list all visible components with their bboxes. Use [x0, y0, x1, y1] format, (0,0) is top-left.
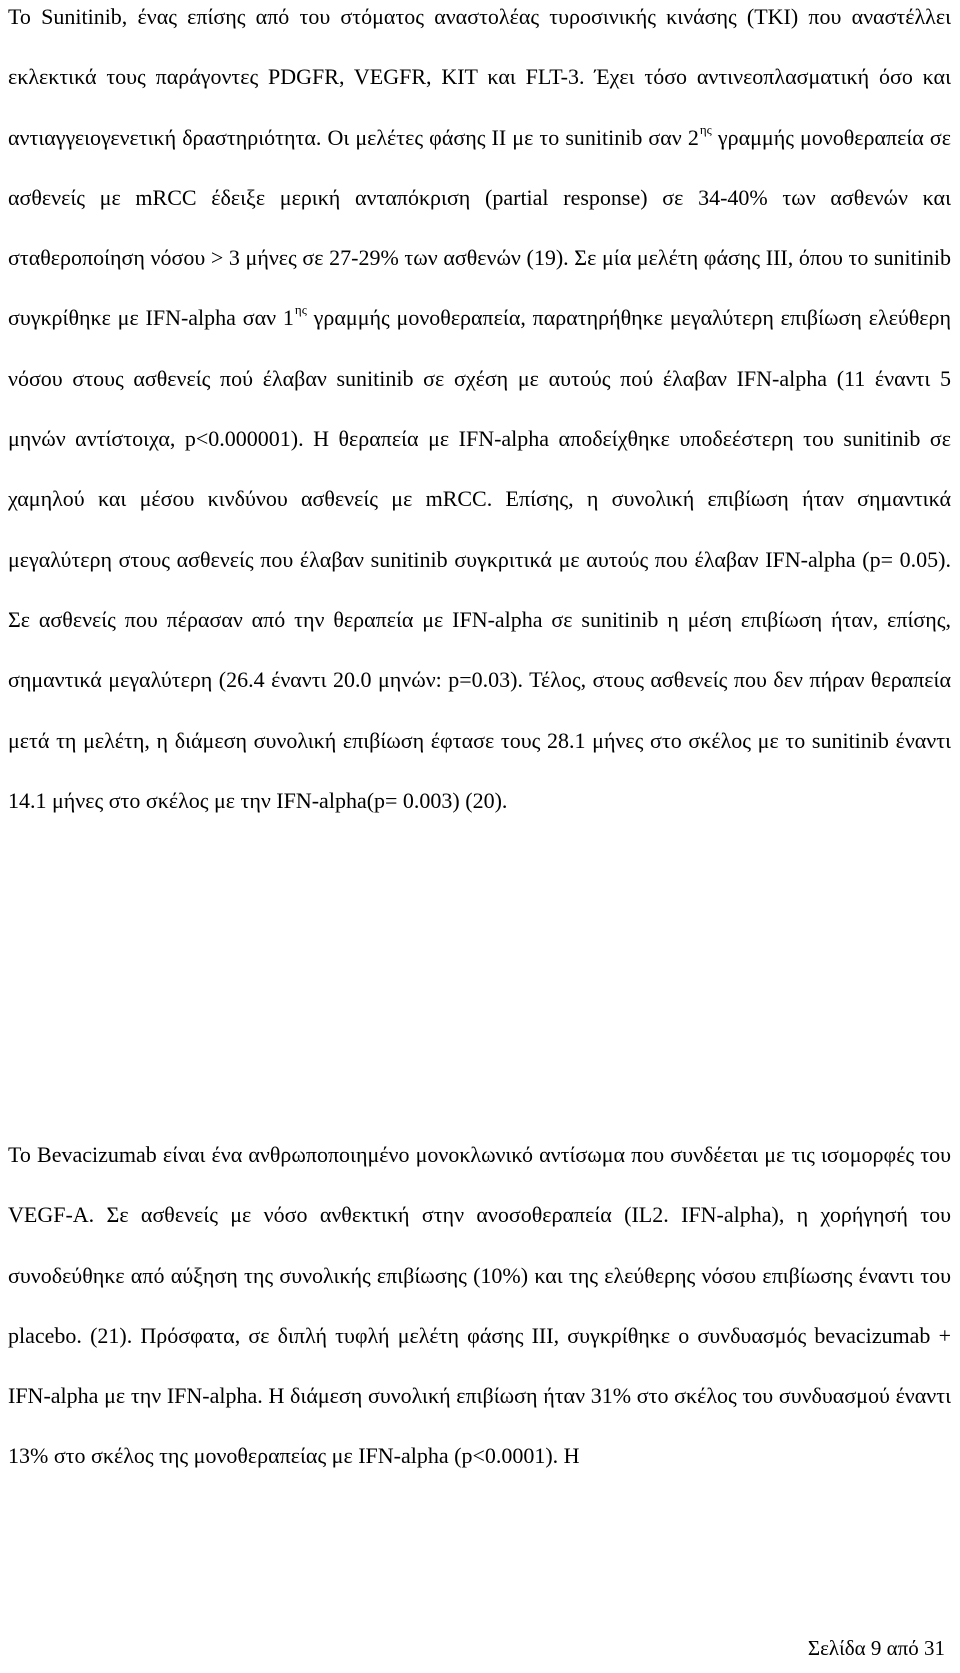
page-number-footer: Σελίδα 9 από 31 [807, 1636, 945, 1660]
paragraph-text: γραμμής μονοθεραπεία, παρατηρήθηκε μεγαλύτερη επιβίωση ελεύθερη νόσου στους ασθενείς πού έλαβαν sunitinib σε σχέση με αυτούς πού έλαβαν IFN-alpha (11 έναντι 5 μηνών αντίστοιχα, p<0.000001). Η θεραπεία με IFN-alpha αποδείχθηκε υποδεέστερη του sunitinib σε χαμηλού και μέσου κινδύνου ασθενείς με mRCC. Επίσης, η συνολική επιβίωση ήταν σημαντικά μεγαλύτερη στους ασθενείς που έλαβαν sunitinib συγκριτικά με αυτούς που έλαβαν IFN-alpha (p= 0.05). Σε ασθενείς που πέρασαν από την θεραπεία με IFN-alpha σε sunitinib η μέση επιβίωση ήταν, επίσης, σημαντικά μεγαλύτερη (26.4 έναντι 20.0 μηνών: p=0.03). Τέλος, στους ασθενείς που δεν πήραν θεραπεία μετά τη μελέτη, η διάμεση συνολική επιβίωση έφτασε τους 28.1 μήνες στο σκέλος με το sunitinib έναντι 14.1 μήνες στο σκέλος με την IFN-alpha(p= 0.003) (20). [8, 305, 951, 813]
paragraph-text: Το Sunitinib, ένας επίσης από του στόματος αναστολέας τυροσινικής κινάσης (TKI) που αναστέλλει εκλεκτικά τους παράγοντες PDGFR, VEGFR, KIT και FLT-3. Έχει τόσο αντινεοπλασματική όσο και αντιαγγειογενετική δραστηριότητα. Οι μελέτες φάσης ΙΙ με το sunitinib σαν 2 [8, 4, 951, 150]
superscript-ordinal: ης [699, 121, 712, 137]
paragraph-bevacizumab: Το Bevacizumab είναι ένα ανθρωποποιημένο μονοκλωνικό αντίσωμα που συνδέεται με τις ισομορφές του VEGF-A. Σε ασθενείς με νόσο ανθεκτική στην ανοσοθεραπεία (IL2. IFN-alpha), η χορήγησή του συνοδεύθηκε από αύξηση της συνολικής επιβίωσης (10%) και της ελεύθερης νόσου επιβίωσης έναντι του placebo. (21). Πρόσφατα, σε διπλή τυφλή μελέτη φάσης ΙΙΙ, συγκρίθηκε ο συνδυασμός bevacizumab + IFN-alpha με την IFN-alpha. Η διάμεση συνολική επιβίωση ήταν 31% στο σκέλος του συνδυασμού έναντι 13% στο σκέλος της μονοθεραπείας με IFN-alpha (p<0.0001). Η [8, 1142, 951, 1469]
paragraph-sunitinib [8, 0, 951, 831]
superscript-ordinal: ης [294, 302, 307, 318]
paragraph-text: γραμμής μονοθεραπεία σε ασθενείς με mRCC έδειξε μερική ανταπόκριση (partial response) σε 34-40% των ασθενών και σταθεροποίηση νόσου > 3 μήνες σε 27-29% των ασθενών (19). Σε μία μελέτη φάσης ΙΙΙ, όπου το sunitinib συγκρίθηκε με IFN-alpha σαν 1 [8, 124, 951, 331]
